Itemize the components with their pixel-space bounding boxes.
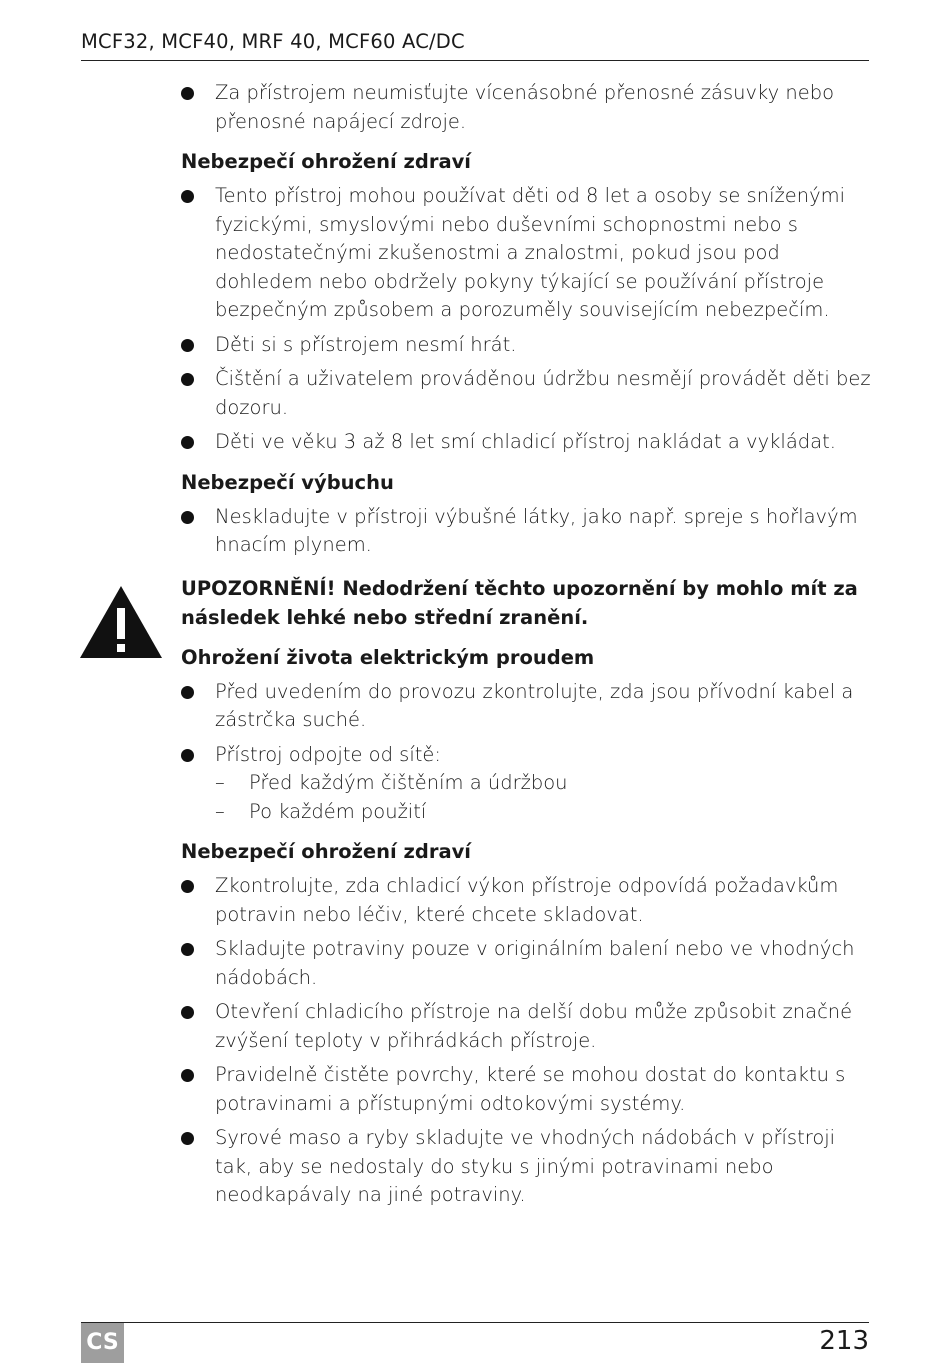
list-item: Skladujte potraviny pouze v originálním balení nebo ve vhodných nádobách. xyxy=(181,935,871,992)
bullet-icon xyxy=(181,373,194,386)
footer-divider xyxy=(81,1322,869,1323)
section-heading-electric: Ohrožení života elektrickým proudem xyxy=(181,645,595,669)
list-item: Přístroj odpojte od sítě: – Před každým čištěním a údržbou – Po každém použití xyxy=(181,741,871,827)
bullet-icon xyxy=(181,339,194,352)
list-item: Tento přístroj mohou používat děti od 8 let a osoby se sníženými fyzickými, smyslovými nebo duševními schopnostmi nebo s nedostatečnými zkušenostmi a znalostmi, pokud jsou pod dohledem nebo obdržely pokyny týkající se používání přístroje bezpečným způsobem a porozuměly souvisejícím nebezpečím. xyxy=(181,182,871,325)
bullet-icon xyxy=(181,511,194,524)
section-heading-explosion: Nebezpečí výbuchu xyxy=(181,470,394,494)
warning-notice: UPOZORNĚNÍ! Nedodržení těchto upozornění by mohlo mít za následek lehké nebo střední zranění. xyxy=(181,576,858,629)
list-item: Děti ve věku 3 až 8 let smí chladicí přístroj nakládat a vykládat. xyxy=(181,428,871,457)
sub-list-item: – Po každém použití xyxy=(215,798,871,827)
language-badge: CS xyxy=(81,1323,124,1363)
dash-marker: – xyxy=(215,771,225,794)
page-header-title: MCF32, MCF40, MRF 40, MCF60 AC/DC xyxy=(81,30,465,53)
list-item: Otevření chladicího přístroje na delší dobu může způsobit značné zvýšení teploty v přihrádkách přístroje. xyxy=(181,998,871,1055)
list-item: Před uvedením do provozu zkontrolujte, zda jsou přívodní kabel a zástrčka suché. xyxy=(181,678,871,735)
document-body xyxy=(181,79,871,1216)
list-item: Syrové maso a ryby skladujte ve vhodných nádobách v přístroji tak, aby se nedostaly do styku s jinými potravinami nebo neodkapávaly na jiné potraviny. xyxy=(181,1124,871,1210)
bullet-icon xyxy=(181,436,194,449)
list-item: Zkontrolujte, zda chladicí výkon přístroje odpovídá požadavkům potravin nebo léčiv, které chcete skladovat. xyxy=(181,872,871,929)
bullet-icon xyxy=(181,749,194,762)
sub-list-item: – Před každým čištěním a údržbou xyxy=(215,769,871,798)
list-item: Za přístrojem neumisťujte vícenásobné přenosné zásuvky nebo přenosné napájecí zdroje. xyxy=(181,79,871,136)
bullet-icon xyxy=(181,943,194,956)
dash-marker: – xyxy=(215,799,225,823)
bullet-icon xyxy=(181,686,194,699)
section-heading-health-2: Nebezpečí ohrožení zdraví xyxy=(181,840,471,863)
bullet-icon xyxy=(181,1069,194,1082)
bullet-icon xyxy=(181,1132,194,1145)
bullet-icon xyxy=(181,190,194,203)
section-heading-health: Nebezpečí ohrožení zdraví xyxy=(181,150,471,173)
bullet-icon xyxy=(181,880,194,893)
bullet-icon xyxy=(181,87,194,100)
warning-triangle-icon xyxy=(80,586,162,662)
list-item: Děti si s přístrojem nesmí hrát. xyxy=(181,331,871,360)
header-divider xyxy=(81,60,869,61)
bullet-icon xyxy=(181,1006,194,1019)
list-item: Čištění a uživatelem prováděnou údržbu nesmějí provádět děti bez dozoru. xyxy=(181,365,871,422)
list-item: Neskladujte v přístroji výbušné látky, jako např. spreje s hořlavým hnacím plynem. xyxy=(181,503,871,560)
page-number: 213 xyxy=(819,1326,869,1356)
list-item: Pravidelně čistěte povrchy, které se mohou dostat do kontaktu s potravinami a přístupnými odtokovými systémy. xyxy=(181,1061,871,1118)
